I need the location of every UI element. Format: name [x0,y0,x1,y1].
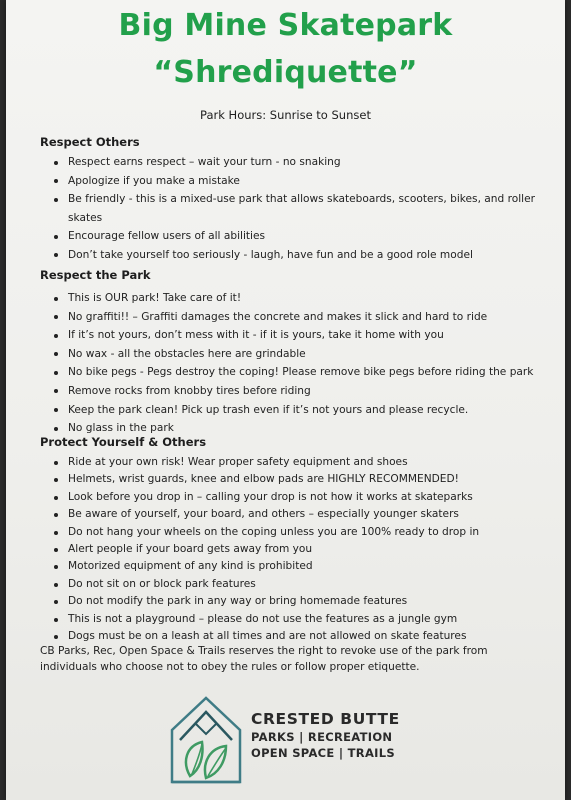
respect-park-list [52,289,542,438]
park-hours: Park Hours: Sunrise to Sunset [200,108,371,122]
section-heading-respect-others: Respect Others [40,135,140,149]
logo-line-open-space-trails: OPEN SPACE | TRAILS [251,746,395,760]
list-item: If it’s not yours, don’t mess with it - if it is yours, take it home with you [52,326,542,345]
list-item: Be friendly - this is a mixed-use park that allows skateboards, scooters, bikes, and roller skates [52,190,542,227]
list-item: Keep the park clean! Pick up trash even if it’s not yours and please recycle. [52,401,542,420]
respect-others-list [52,153,542,265]
section-heading-protect-yourself: Protect Yourself & Others [40,435,207,449]
mountain-leaf-logo-icon [166,690,246,786]
crested-butte-logo [156,690,426,788]
list-item: Alert people if your board gets away from you [52,541,542,558]
list-item: Do not sit on or block park features [52,576,542,593]
list-item: Look before you drop in – calling your drop is not how it works at skateparks [52,489,542,506]
logo-line-crested-butte: CRESTED BUTTE [251,710,400,728]
list-item: Do not hang your wheels on the coping unless you are 100% ready to drop in [52,524,542,541]
list-item: No bike pegs - Pegs destroy the coping! Please remove bike pegs before riding the park [52,363,542,382]
list-item: No glass in the park [52,419,542,438]
list-item: Respect earns respect – wait your turn - no snaking [52,153,542,172]
list-item: Apologize if you make a mistake [52,172,542,191]
list-item: No graffiti!! – Graffiti damages the concrete and makes it slick and hard to ride [52,308,542,327]
logo-text [251,710,426,761]
list-item: Do not modify the park in any way or bring homemade features [52,593,542,610]
list-item: This is not a playground – please do not use the features as a jungle gym [52,611,542,628]
list-item: Don’t take yourself too seriously - laugh, have fun and be a good role model [52,246,542,265]
sign-subtitle: “Shrediquette” [153,55,418,90]
section-heading-respect-park: Respect the Park [40,268,151,282]
protect-yourself-list [52,454,542,645]
list-item: Motorized equipment of any kind is prohibited [52,558,542,575]
list-item: Encourage fellow users of all abilities [52,227,542,246]
list-item: Dogs must be on a leash at all times and are not allowed on skate features [52,628,542,645]
list-item: Be aware of yourself, your board, and others – especially younger skaters [52,506,542,523]
logo-line-parks-recreation: PARKS | RECREATION [251,730,393,744]
list-item: This is OUR park! Take care of it! [52,289,542,308]
rules-sign [6,0,565,800]
sign-title: Big Mine Skatepark [118,8,453,43]
list-item: Remove rocks from knobby tires before riding [52,382,542,401]
list-item: Helmets, wrist guards, knee and elbow pads are HIGHLY RECOMMENDED! [52,471,542,488]
list-item: No wax - all the obstacles here are grindable [52,345,542,364]
list-item: Ride at your own risk! Wear proper safety equipment and shoes [52,454,542,471]
footer-notice: CB Parks, Rec, Open Space & Trails reserves the right to revoke use of the park from individuals who choose not to obey the rules or follow proper etiquette. [40,645,488,673]
